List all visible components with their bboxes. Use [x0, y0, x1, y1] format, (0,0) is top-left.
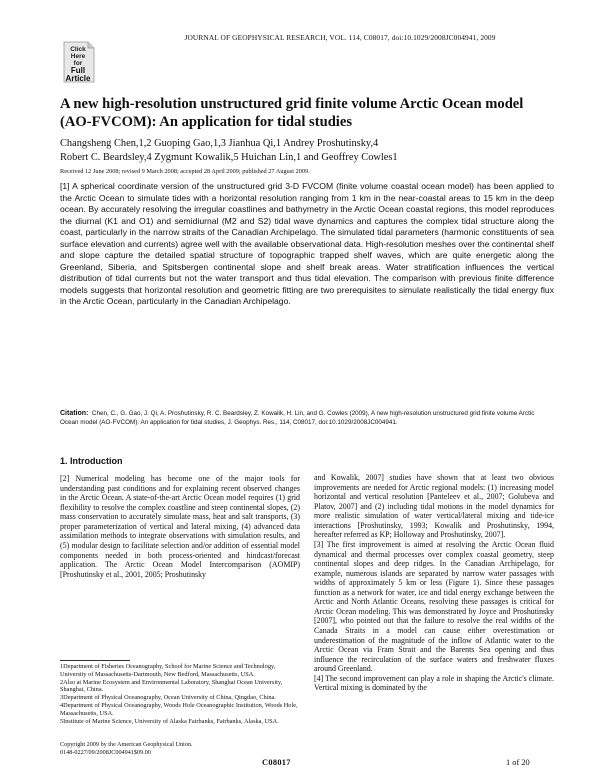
badge-line-4: Full [70, 66, 86, 75]
authors-line-2: Robert C. Beardsley,4 Zygmunt Kowalik,5 Huichan Lin,1 and Geoffrey Cowles1 [60, 152, 398, 163]
badge-line-2: Here [70, 53, 86, 60]
footnote-divider [60, 660, 130, 661]
journal-header: JOURNAL OF GEOPHYSICAL RESEARCH, VOL. 114, C08017, doi:10.1029/2008JC004941, 2009 [184, 33, 496, 42]
copyright-line: Copyright 2009 by the American Geophysical Union. [60, 741, 193, 748]
footnote-2: 2Also at Marine Ecosystem and Environmental Laboratory, Shanghai Ocean University, Shanghai, China. [60, 678, 283, 694]
footnote-4: 4Department of Physical Oceanography, Woods Hole Oceanographic Institution, Woods Hole, Massachusetts, USA. [60, 701, 298, 717]
affiliation-footnotes [60, 663, 300, 725]
copyright-notice [60, 741, 300, 757]
received-dates: Received 12 June 2008; revised 9 March 2008; accepted 28 April 2009; published 27 August 2009. [60, 168, 310, 175]
badge-line-5: Article [65, 74, 91, 83]
article-code: C08017 [262, 758, 291, 767]
footnote-3: 3Department of Physical Oceanography, Ocean University of China, Qingdao, China. [60, 694, 276, 702]
footnote-5: 5Institute of Marine Science, University of Alaska Fairbanks, Fairbanks, Alaska, USA. [60, 717, 279, 725]
section-heading: 1. Introduction [60, 456, 123, 466]
article-title: A new high-resolution unstructured grid finite volume Arctic Ocean model (AO-FVCOM): An application for tidal studies [60, 96, 524, 130]
abstract [60, 181, 554, 308]
abstract-text: A spherical coordinate version of the unstructured grid 3-D FVCOM (finite volume coastal ocean model) has been applied to the Arctic Ocean to simulate tides with a horizontal resolution ranging from 1 km in the near-coastal areas to 15 km in the deep ocean. By accurately resolving the irregular coastlines and bathymetry in the Arctic Ocean coastal regions, this model reproduces the diurnal (K1 and O1) and semidiurnal (M2 and S2) tidal wave dynamics and captures the complex tidal structure along the coast, particularly in the narrow straits of the Canadian Archipelago. The simulated tidal parameters (harmonic constituents of sea surface elevation and currents) agree well with the available observational data. High-resolution meshes over the continental shelf and slope capture the detailed spatial structure of topographic trapped shelf waves, which are quite energetic along the Greenland, Siberia, and Spitsbergen continental slope and shelf break areas. Water stratification influences the vertical distribution of tidal currents but not the water transport and thus tidal elevation. The comparison with previous finite difference models suggests that horizontal resolution and geometric fitting are two prerequisites to simulate realistically the tidal energy flux in the Arctic Ocean, particularly in the Canadian Archipelago. [60, 181, 554, 307]
badge-line-3: for [73, 60, 83, 67]
intro-paragraph-4: [4] The second improvement can play a role in shaping the Arctic's climate. Vertical mixing is dominated by the [314, 673, 554, 693]
citation-text: Chen, C., G. Gao, J. Qi, A. Proshutinsky, R. C. Beardsley, Z. Kowalik, H. Lin, and G. Cowles (2009), A new high-resolution unstructured grid finite volume Arctic Ocean model (AO-FVCOM): An application for tidal studies, J. Geophys. Res., 114, C08017, doi:10.1029/2008JC004941. [60, 410, 535, 427]
intro-paragraph-continued: and Kowalik, 2007] studies have shown that at least two obvious improvements are needed for Arctic regional models: (1) increasing model horizontal and vertical resolution [Panteleev et al., 2007; Golubeva and Platov, 2007] and (2) including tidal motions in the model dynamics for more realistic simulation of water vertical/lateral mixing and tide-ice interactions [Proshutinsky, 1993; Kowalik and Proshutinsky, 1994, hereafter referred as KP; Holloway and Proshutinsky, 2007]. [314, 473, 554, 540]
abstract-marker: [1] [60, 181, 70, 191]
footnote-1: 1Department of Fisheries Oceanography, School for Marine Science and Technology, University of Massachusetts-Dartmouth, New Bedford, Massachusetts, USA. [60, 663, 276, 678]
badge-line-1: Click [70, 46, 86, 53]
author-list [60, 137, 550, 165]
intro-right-column [314, 473, 554, 693]
page-number: 1 of 20 [506, 758, 530, 767]
full-article-badge[interactable] [58, 40, 96, 84]
intro-left-column [60, 474, 300, 579]
intro-paragraph-2: [2] Numerical modeling has become one of the major tools for understanding past conditions and for explaining recent observed changes in the Arctic Ocean. A state-of-the-art Arctic Ocean model requires (1) grid flexibility to resolve the complex coastline and steep continental slopes, (2) mass conservation to accurately simulate mass, heat and salt transports, (3) proper parameterization of vertical and lateral mixing, (4) advanced data assimilation methods to integrate observations with simulation results, and (5) modular design to facilitate selection and/or addition of essential model components needed in both process-oriented and hindcast/forecast application. The Arctic Ocean Model Intercomparison (AOMIP) [Proshutinsky et al., 2001, 2005; Proshutinsky [60, 474, 300, 579]
citation-label: Citation: [60, 410, 89, 417]
issn-line: 0148-0227/09/2008JC004941$09.00 [60, 749, 151, 756]
intro-paragraph-3: [3] The first improvement is aimed at resolving the Arctic Ocean fluid dynamical and thermal processes over complex coastal geometry, steep continental slopes and deep ridges. In the Canadian Archipelago, for example, numerous islands are separated by narrow water passages with widths of approximately 5 km or less (Figure 1). Since these passages function as a network for water, ice and tidal energy exchange between the Arctic and North Atlantic Oceans, resolving these passages is critical for Arctic Ocean modeling. This was demonstrated by Joyce and Proshutinsky [2007], who pointed out that the failure to resolve the real widths of the Canada Straits in a model can cause either overestimation or underestimation of the magnitude of the inflow of Atlantic water to the Arctic Ocean via Fram Strait and the Barents Sea opening and thus influence the recirculation of the surface waters and freshwater fluxes around Greenland. [314, 539, 554, 674]
authors-line-1: Changsheng Chen,1,2 Guoping Gao,1,3 Jianhua Qi,1 Andrey Proshutinsky,4 [60, 138, 379, 149]
citation [60, 409, 554, 428]
